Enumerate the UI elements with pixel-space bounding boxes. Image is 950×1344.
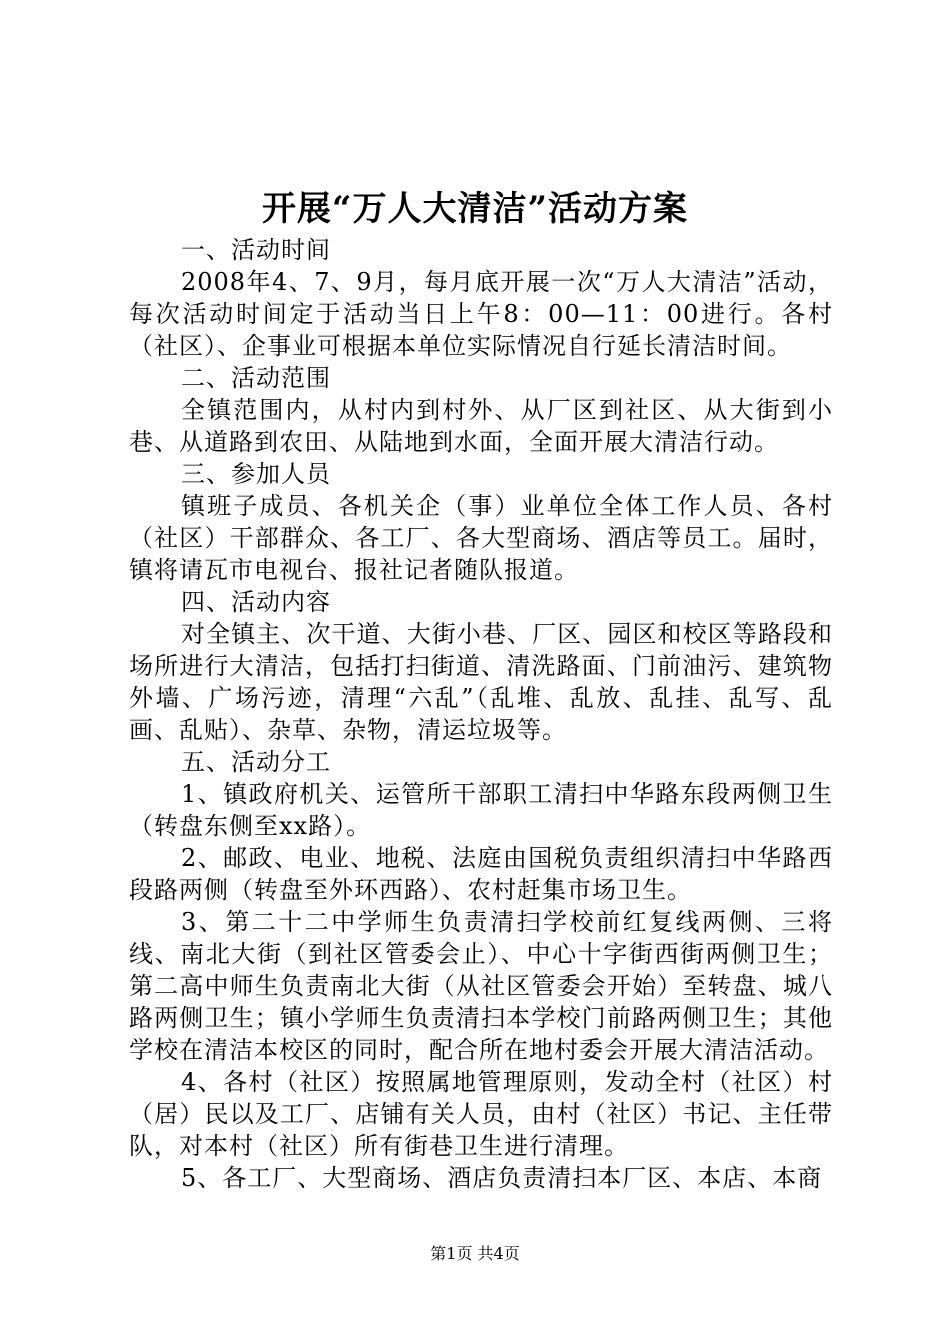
section-heading-participants: 三、参加人员 <box>181 460 331 488</box>
paragraph-time: 2008年4、7、9月，每月底开展一次“万人大清洁”活动，每次活动时间定于活动当日上午8：00—11：00进行。各村（社区）、企事业可根据本单位实际情况自行延长清洁时间。 <box>129 268 833 360</box>
paragraph-division-4: 4、各村（社区）按照属地管理原则，发动全村（社区）村（居）民以及工厂、店铺有关人员，由村（社区）书记、主任带队，对本村（社区）所有街巷卫生进行清理。 <box>129 1068 833 1160</box>
paragraph-scope: 全镇范围内，从村内到村外、从厂区到社区、从大街到小巷、从道路到农田、从陆地到水面，全面开展大清洁行动。 <box>129 396 833 456</box>
document-body <box>129 234 833 1194</box>
section-heading-time: 一、活动时间 <box>181 236 331 264</box>
section-heading-scope: 二、活动范围 <box>181 364 331 392</box>
paragraph-division-1: 1、镇政府机关、运管所干部职工清扫中华路东段两侧卫生（转盘东侧至xx路）。 <box>129 780 833 840</box>
page-footer: 第1页 共4页 <box>430 1244 520 1263</box>
section-heading-division: 五、活动分工 <box>181 748 331 776</box>
paragraph-division-3: 3、第二十二中学师生负责清扫学校前红复线两侧、三将线、南北大街（到社区管委会止）、中心十字街西街两侧卫生；第二高中师生负责南北大街（从社区管委会开始）至转盘、城八路两侧卫生；镇小学师生负责清扫本学校门前路两侧卫生；其他学校在清洁本校区的同时，配合所在地村委会开展大清洁活动。 <box>129 908 833 1064</box>
paragraph-participants: 镇班子成员、各机关企（事）业单位全体工作人员、各村（社区）干部群众、各工厂、各大型商场、酒店等员工。届时，镇将请瓦市电视台、报社记者随队报道。 <box>129 492 833 584</box>
paragraph-division-2: 2、邮政、电业、地税、法庭由国税负责组织清扫中华路西段路两侧（转盘至外环西路）、农村赶集市场卫生。 <box>129 844 833 904</box>
section-heading-content: 四、活动内容 <box>181 588 331 616</box>
paragraph-division-5: 5、各工厂、大型商场、酒店负责清扫本厂区、本店、本商 <box>181 1164 823 1192</box>
document-title: 开展“万人大清洁”活动方案 <box>261 189 689 229</box>
paragraph-content: 对全镇主、次干道、大街小巷、厂区、园区和校区等路段和场所进行大清洁，包括打扫街道、清洗路面、门前油污、建筑物外墙、广场污迹，清理“六乱”（乱堆、乱放、乱挂、乱写、乱画、乱贴）、杂草、杂物，清运垃圾等。 <box>129 620 833 744</box>
